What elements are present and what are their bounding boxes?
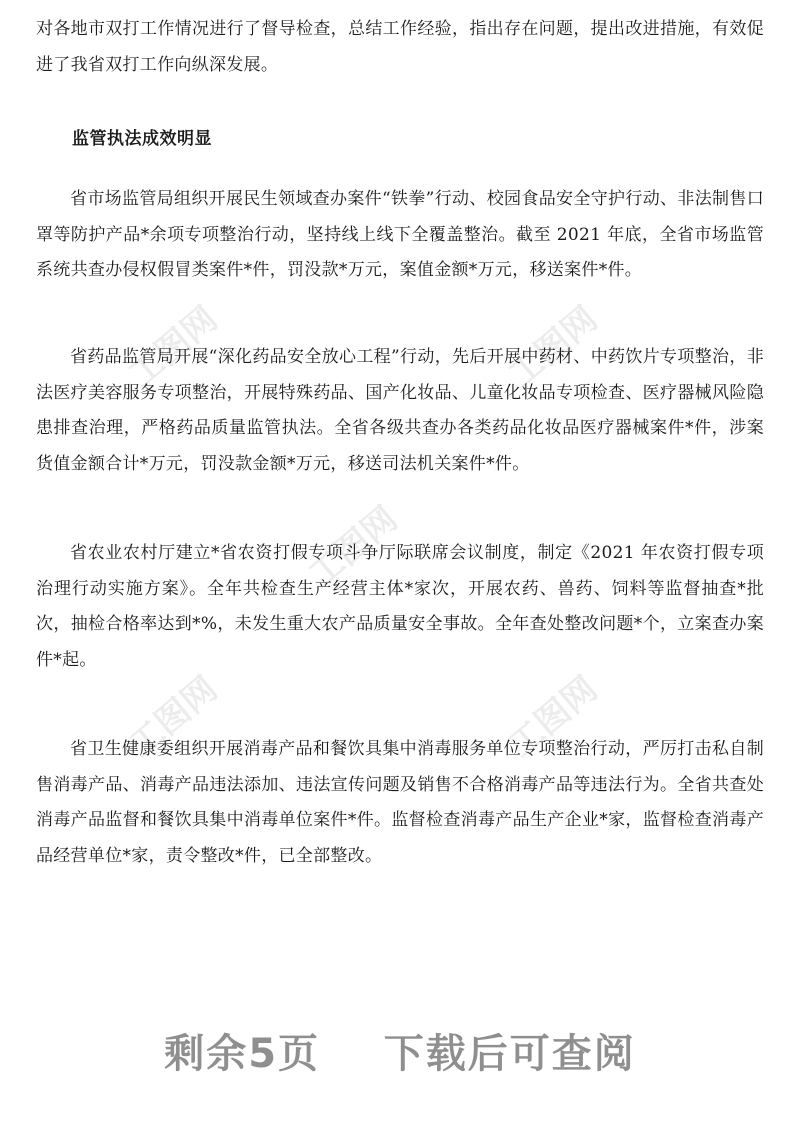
section-heading: 监管执法成效明显: [72, 129, 212, 149]
watermark: 工图网: [121, 669, 226, 766]
paragraph-drug-supervision: 省药品监管局开展“深化药品安全放心工程”行动，先后开展中药材、中药饮片专项整治，非法医疗美容服务专项整治，开展特殊药品、国产化妆品、儿童化妆品专项检查、医疗器械风险隐患排查治理，严格药品质量监管执法。全省各级共查办各类药品化妆品医疗器械案件*件，涉案货值金额合计*万元，罚没款金额*万元，移送司法机关案件*件。: [36, 347, 764, 474]
paragraph-health-commission: 省卫生健康委组织开展消毒产品和餐饮具集中消毒服务单位专项整治行动，严厉打击私自制售消毒产品、消毒产品违法添加、违法宣传问题及销售不合格消毒产品等违法行为。全省共查处消毒产品监督和餐饮具集中消毒单位案件*件。监督检查消毒产品生产企业*家，监督检查消毒产品经营单位*家，责令整改*件，已全部整改。: [36, 739, 764, 866]
watermark: 工图网: [121, 299, 226, 396]
watermark: 工图网: [501, 299, 606, 396]
remaining-pages-banner[interactable]: 剩余5页 下载后可查阅: [164, 1031, 636, 1077]
paragraph-agriculture: 省农业农村厅建立*省农资打假专项斗争厅际联席会议制度，制定《2021 年农资打假专项治理行动实施方案》。全年共检查生产经营主体*家次，开展农药、兽药、饲料等监督抽查*批次，抽检合格率达到*%，未发生重大农产品质量安全事故。全年查处整改问题*个，立案查办案件*起。: [36, 543, 764, 670]
paragraph-market-supervision: 省市场监管局组织开展民生领域查办案件“铁拳”行动、校园食品安全守护行动、非法制售口罩等防护产品*余项专项整治行动，坚持线上线下全覆盖整治。截至 2021 年底，全省市场监管系统共查办侵权假冒类案件*件，罚没款*万元，案值金额*万元，移送案件*件。: [36, 189, 764, 280]
watermark: 工图网: [501, 669, 606, 766]
watermark: 工图网: [301, 499, 406, 596]
intro-continuation-paragraph: 对各地市双打工作情况进行了督导检查，总结工作经验，指出存在问题，提出改进措施，有效促进了我省双打工作向纵深发展。: [36, 19, 764, 75]
